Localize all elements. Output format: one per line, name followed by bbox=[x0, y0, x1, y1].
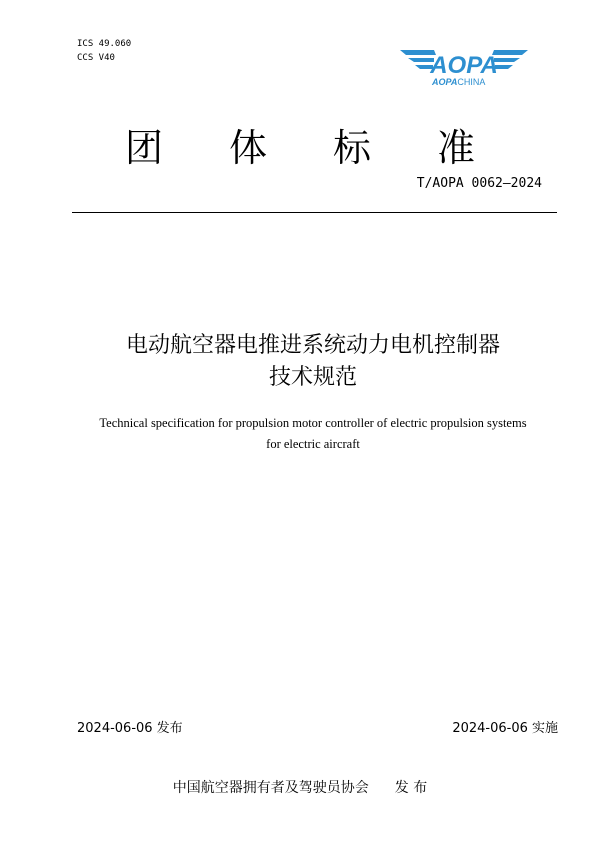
ccs-code: CCS V40 bbox=[77, 53, 115, 63]
classification-codes bbox=[77, 37, 131, 65]
title-cn-line: 电动航空器电推进系统动力电机控制器 bbox=[125, 333, 500, 358]
header-divider bbox=[72, 212, 557, 213]
standard-type-heading: 团体标准 bbox=[124, 126, 541, 170]
svg-text:AOPA: AOPA bbox=[430, 52, 498, 79]
implement-date: 2024-06-06 实施 bbox=[452, 721, 558, 736]
publisher-line bbox=[0, 777, 600, 797]
publish-date: 2024-06-06 发布 bbox=[77, 721, 183, 736]
title-en-line: Technical specification for propulsion motor controller of electric propulsion systems bbox=[99, 416, 527, 430]
publisher-name: 中国航空器拥有者及驾驶员协会 bbox=[172, 780, 369, 796]
logo-subtitle: AOPACHINA bbox=[432, 77, 486, 87]
ics-code: ICS 49.060 bbox=[77, 39, 132, 49]
standard-code: T/AOPA 0062—2024 bbox=[416, 176, 542, 191]
title-english bbox=[0, 413, 600, 455]
title-en-line: for electric aircraft bbox=[266, 437, 360, 451]
title-cn-line: 技术规范 bbox=[268, 365, 357, 390]
title-chinese bbox=[0, 330, 600, 394]
publisher-suffix: 发 布 bbox=[394, 780, 428, 796]
